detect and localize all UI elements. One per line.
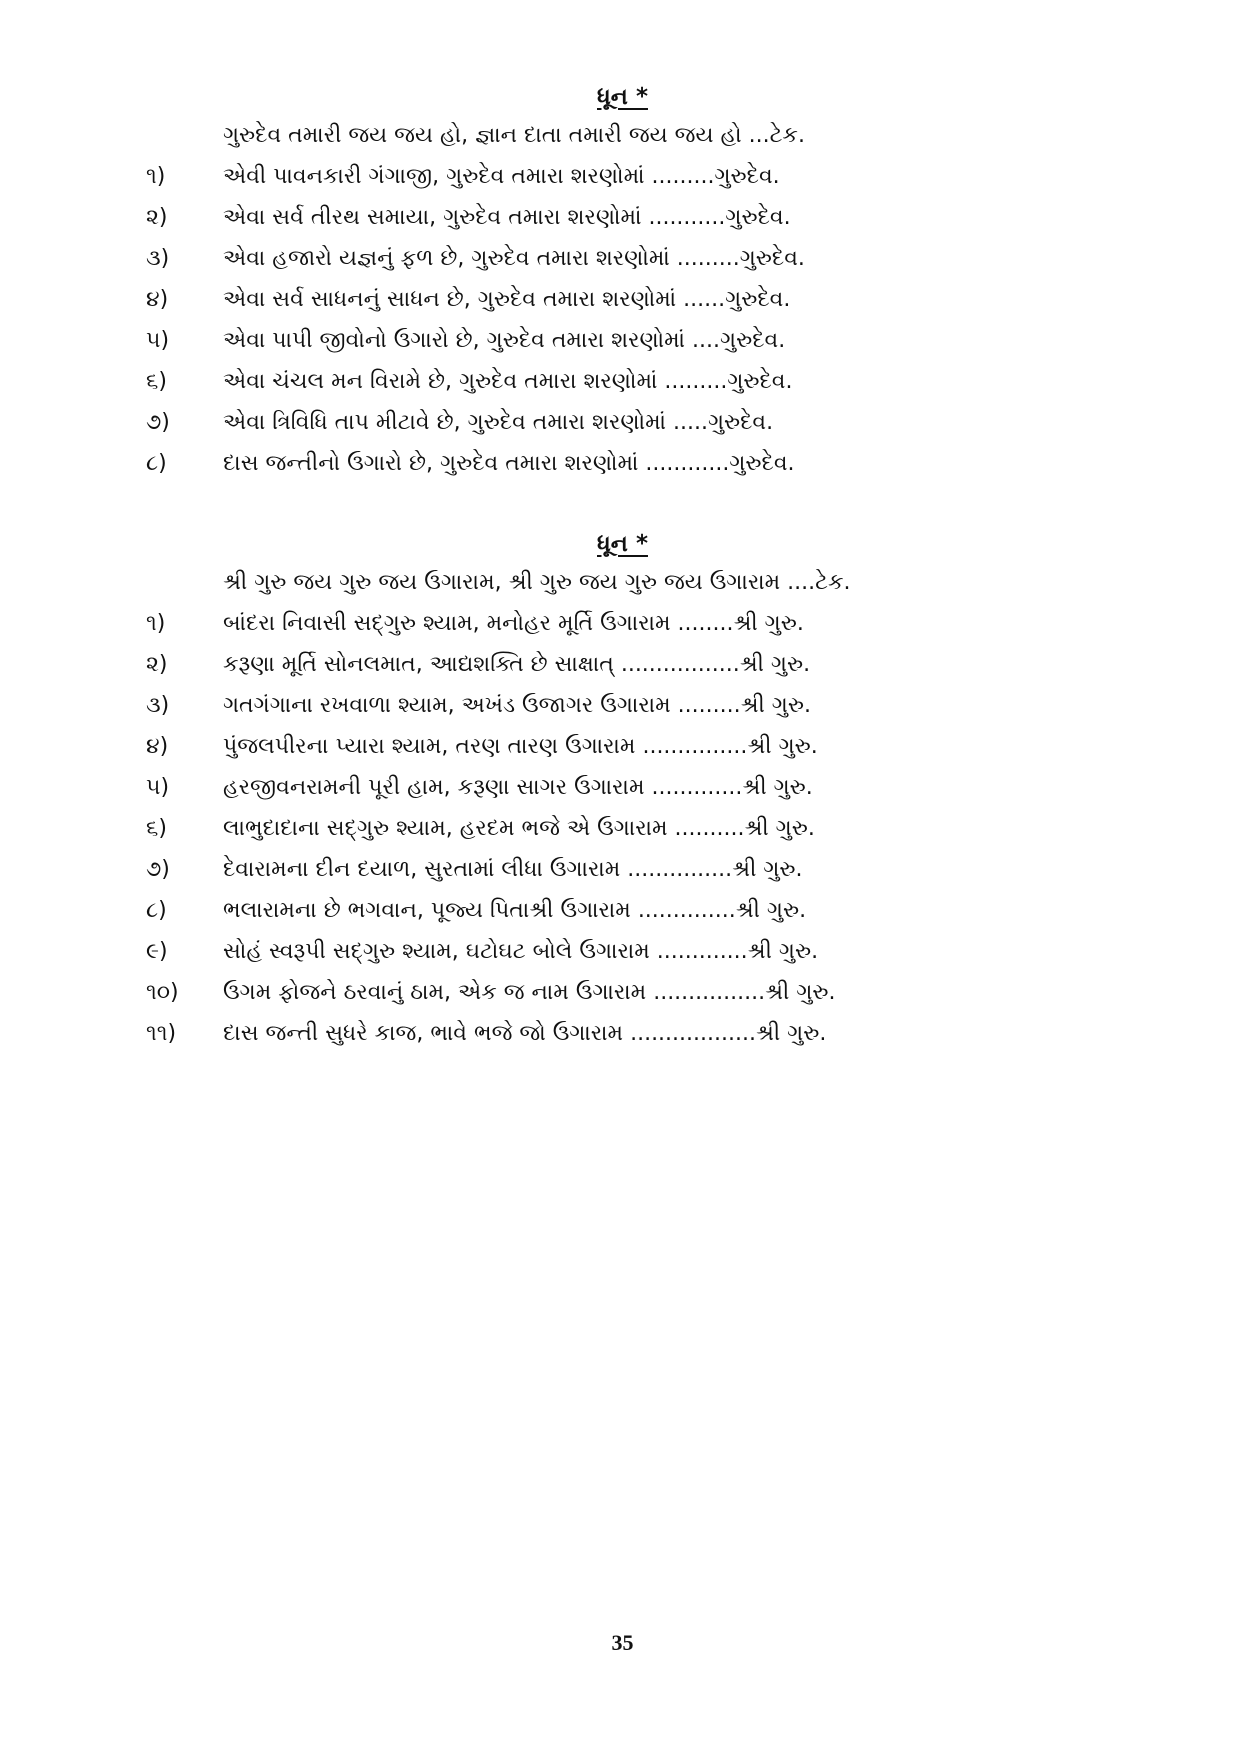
verse-line — [0, 197, 1241, 238]
verse-number: ૧) — [146, 611, 166, 636]
dhun-section-1 — [0, 80, 1241, 484]
verse-line — [0, 320, 1241, 361]
verse-line — [0, 644, 1241, 685]
verse-line — [0, 726, 1241, 767]
verse-line — [0, 279, 1241, 320]
verse-line — [0, 808, 1241, 849]
verse-text: ગતગંગાના રખવાળા શ્યામ, અખંડ ઉજાગર ઉગારામ .........શ્રી ગુરુ. — [223, 693, 811, 718]
verse-text: દાસ જન્તી સુધરે કાજ, ભાવે ભજે જો ઉગારામ ..................શ્રી ગુરુ. — [223, 1021, 827, 1046]
verse-line — [0, 603, 1241, 644]
tek-line — [0, 562, 1241, 603]
verse-number: ૧૧) — [146, 1021, 177, 1046]
verse-number: ૬) — [146, 816, 167, 841]
verse-text: એવા પાપી જીવોનો ઉગારો છે, ગુરુદેવ તમારા શરણોમાં ....ગુરુદેવ. — [223, 328, 786, 353]
verse-text: એવા ચંચલ મન વિરામે છે, ગુરુદેવ તમારા શરણોમાં .........ગુરુદેવ. — [223, 369, 793, 394]
verse-text: દેવારામના દીન દયાળ, સુરતામાં લીધા ઉગારામ ...............શ્રી ગુરુ. — [223, 857, 803, 882]
verse-number: ૧૦) — [146, 980, 179, 1005]
verse-text: એવા ત્રિવિધિ તાપ મીટાવે છે, ગુરુદેવ તમારા શરણોમાં .....ગુરુદેવ. — [223, 410, 774, 435]
verse-text: કરૂણા મૂર્તિ સોનલમાત, આદ્યશક્તિ છે સાક્ષાત્ .................શ્રી ગુરુ. — [223, 652, 811, 677]
verse-number: ૫) — [146, 775, 170, 800]
tek-text: ગુરુદેવ તમારી જય જય હો, જ્ઞાન દાતા તમારી જય જય હો ...ટેક. — [223, 123, 805, 148]
verse-line — [0, 156, 1241, 197]
verse-line — [0, 1013, 1241, 1054]
verse-number: ૨) — [146, 205, 168, 230]
verse-line — [0, 361, 1241, 402]
verse-text: લાભુદાદાના સદ્‌ગુરુ શ્યામ, હરદમ ભજે એ ઉગારામ ..........શ્રી ગુરુ. — [223, 816, 815, 841]
verse-number: ૭) — [146, 410, 170, 435]
verse-number: ૪) — [146, 734, 169, 759]
verse-number: ૩) — [146, 693, 170, 718]
verse-text: સોહં સ્વરૂપી સદ્‌ગુરુ શ્યામ, ઘટોઘટ બોલે ઉગારામ .............શ્રી ગુરુ. — [223, 939, 819, 964]
verse-number: ૩) — [146, 246, 170, 271]
page-number: 35 — [611, 1630, 634, 1655]
verse-line — [0, 849, 1241, 890]
tek-text: શ્રી ગુરુ જય ગુરુ જય ઉગારામ, શ્રી ગુરુ જય ગુરુ જય ઉગારામ ....ટેક. — [223, 570, 851, 595]
verse-text: હરજીવનરામની પૂરી હામ, કરૂણા સાગર ઉગારામ .............શ્રી ગુરુ. — [223, 775, 813, 800]
verse-number: ૮) — [146, 451, 167, 476]
verse-text: ભલારામના છે ભગવાન, પૂજ્ય પિતાશ્રી ઉગારામ ..............શ્રી ગુરુ. — [223, 898, 807, 923]
section-title: ધૂન * — [597, 531, 648, 557]
verse-line — [0, 972, 1241, 1013]
verse-text: ઉગમ ફોજને ઠરવાનું ઠામ, એક જ નામ ઉગારામ ................શ્રી ગુરુ. — [223, 980, 836, 1005]
verse-line — [0, 890, 1241, 931]
verse-number: ૪) — [146, 287, 169, 312]
verse-number: ૧) — [146, 164, 166, 189]
verse-line — [0, 402, 1241, 443]
verse-text: એવા હજારો યજ્ઞનું ફળ છે, ગુરુદેવ તમારા શરણોમાં .........ગુરુદેવ. — [223, 246, 805, 271]
verse-number: ૫) — [146, 328, 170, 353]
section-title: ધૂન * — [597, 84, 648, 110]
verse-line — [0, 685, 1241, 726]
verse-line — [0, 443, 1241, 484]
tek-line — [0, 115, 1241, 156]
verse-number: ૮) — [146, 898, 167, 923]
verse-number: ૨) — [146, 652, 168, 677]
dhun-section-2 — [0, 527, 1241, 1054]
verse-number: ૯) — [146, 939, 168, 964]
verse-text: એવા સર્વ તીરથ સમાયા, ગુરુદેવ તમારા શરણોમાં ...........ગુરુદેવ. — [223, 205, 791, 230]
verse-line — [0, 238, 1241, 279]
verse-number: ૭) — [146, 857, 170, 882]
verse-number: ૬) — [146, 369, 167, 394]
verse-text: એવા સર્વ સાધનનું સાધન છે, ગુરુદેવ તમારા શરણોમાં ......ગુરુદેવ. — [223, 287, 791, 312]
verse-text: બાંદરા નિવાસી સદ્‌ગુરુ શ્યામ, મનોહર મૂર્તિ ઉગારામ ........શ્રી ગુરુ. — [223, 611, 804, 636]
verse-text: દાસ જન્તીનો ઉગારો છે, ગુરુદેવ તમારા શરણોમાં ............ગુરુદેવ. — [223, 451, 795, 476]
verse-text: પુંજલપીરના પ્યારા શ્યામ, તરણ તારણ ઉગારામ ...............શ્રી ગુરુ. — [223, 734, 818, 759]
verse-line — [0, 931, 1241, 972]
verse-text: એવી પાવનકારી ગંગાજી, ગુરુદેવ તમારા શરણોમાં .........ગુરુદેવ. — [223, 164, 780, 189]
verse-line — [0, 767, 1241, 808]
